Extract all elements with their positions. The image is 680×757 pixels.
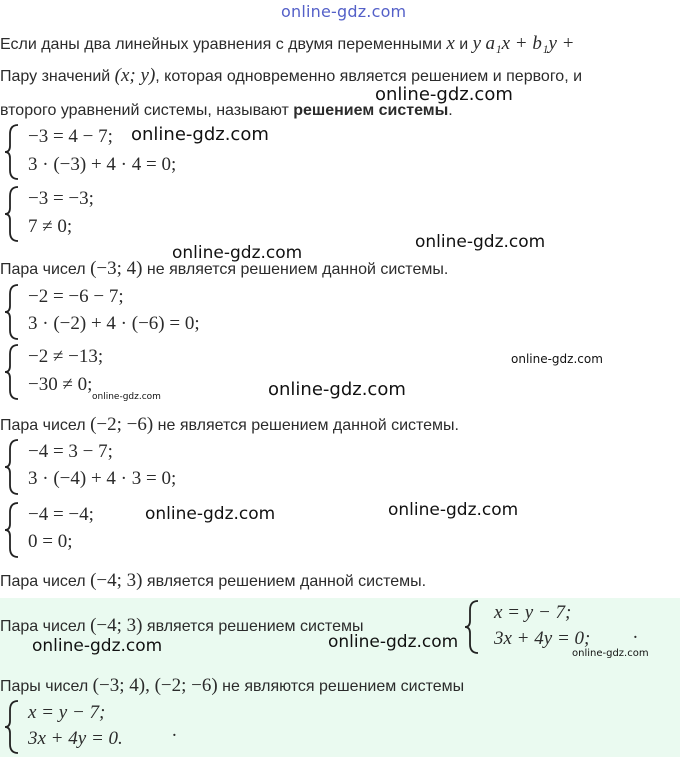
equation: −30 ≠ 0;: [28, 374, 93, 395]
answer-text: не являются решением системы: [217, 678, 465, 695]
intro-line-2-a: Пару значений: [0, 68, 115, 85]
equation: 3 · (−2) + 4 · (−6) = 0;: [28, 313, 200, 334]
equation: 3 · (−3) + 4 · 4 = 0;: [28, 154, 177, 175]
watermark: online-gdz.com: [145, 504, 276, 524]
intro-line-3-a: второго уравнений системы, называют: [0, 102, 294, 119]
watermark: online-gdz.com: [388, 500, 519, 520]
equation: 7 ≠ 0;: [28, 216, 73, 237]
equation: x = y − 7;: [494, 602, 572, 623]
brace-icon: [462, 598, 482, 656]
conclusion-text: Пара чисел: [0, 417, 91, 434]
conclusion-pair: (−4; 3): [90, 570, 143, 591]
equation: −2 ≠ −13;: [28, 346, 104, 367]
watermark: online-gdz.com: [32, 636, 163, 656]
watermark: online-gdz.com: [511, 352, 603, 366]
answer-pair: (−2; −6): [154, 675, 218, 696]
answer-text: Пара чисел: [0, 618, 91, 635]
equation: 3 · (−4) + 4 · 3 = 0;: [28, 468, 177, 489]
watermark-top: online-gdz.com: [281, 2, 407, 21]
and-text: и: [454, 36, 473, 53]
watermark: online-gdz.com: [572, 648, 649, 659]
equation: 3x + 4y = 0.: [28, 728, 123, 749]
intro-expression: a₁x + b₁y +: [485, 33, 575, 54]
dot: .: [172, 720, 177, 741]
term-bold: решением системы: [293, 102, 449, 119]
intro-text: Если даны два линейных уравнения с двумя переменными: [0, 36, 447, 53]
answer-pair: (−4; 3): [90, 615, 143, 636]
brace-icon: [2, 122, 22, 182]
equation: −3 = 4 − 7;: [28, 126, 113, 147]
brace-icon: [2, 184, 22, 244]
intro-line-2-b: , которая одновременно является решением и первого, и: [155, 68, 583, 85]
watermark: online-gdz.com: [375, 84, 513, 105]
conclusion-text: не является решением данной системы.: [153, 417, 459, 434]
brace-icon: [2, 437, 22, 497]
conclusion-pair: (−2; −6): [90, 414, 154, 435]
watermark: online-gdz.com: [415, 232, 546, 252]
equation: 3x + 4y = 0;: [494, 628, 591, 649]
intro-line-3-end: .: [448, 102, 453, 119]
var-x: x: [446, 33, 455, 54]
conclusion-pair: (−3; 4): [90, 258, 143, 279]
equation: −2 = −6 − 7;: [28, 286, 124, 307]
system-2a: [2, 282, 302, 342]
answer-line-2: [0, 676, 464, 697]
pair-separator: ,: [145, 675, 155, 696]
watermark: online-gdz.com: [172, 243, 303, 263]
conclusion-text: Пара чисел: [0, 573, 91, 590]
conclusion-text: Пара чисел: [0, 261, 91, 278]
watermark: online-gdz.com: [131, 124, 269, 145]
conclusion-3: [0, 571, 426, 592]
equation: x = y − 7;: [28, 702, 106, 723]
intro-pair: (x; y): [114, 65, 156, 86]
equation: −3 = −3;: [28, 188, 94, 209]
equation: −4 = −4;: [28, 504, 94, 525]
var-y: y: [472, 33, 482, 54]
dot: .: [633, 622, 638, 643]
answer-text: Пары чисел: [0, 678, 93, 695]
watermark: online-gdz.com: [92, 392, 161, 402]
brace-icon: [2, 342, 22, 402]
conclusion-text: не является решением данной системы.: [142, 261, 449, 278]
intro-line-1: [0, 34, 575, 55]
conclusion-text: является решением данной системы.: [142, 573, 427, 590]
watermark: online-gdz.com: [268, 379, 406, 400]
equation: 0 = 0;: [28, 531, 73, 552]
brace-icon: [2, 500, 22, 560]
brace-icon: [2, 698, 22, 756]
answer-line-1: [0, 616, 363, 637]
answer-text: является решением системы: [142, 618, 364, 635]
watermark: online-gdz.com: [328, 632, 459, 652]
system-3a: [2, 437, 302, 497]
answer-pair: (−3; 4): [92, 675, 146, 696]
equation: −4 = 3 − 7;: [28, 441, 113, 462]
system-1b: [2, 184, 302, 244]
conclusion-2: [0, 415, 459, 436]
brace-icon: [2, 282, 22, 342]
